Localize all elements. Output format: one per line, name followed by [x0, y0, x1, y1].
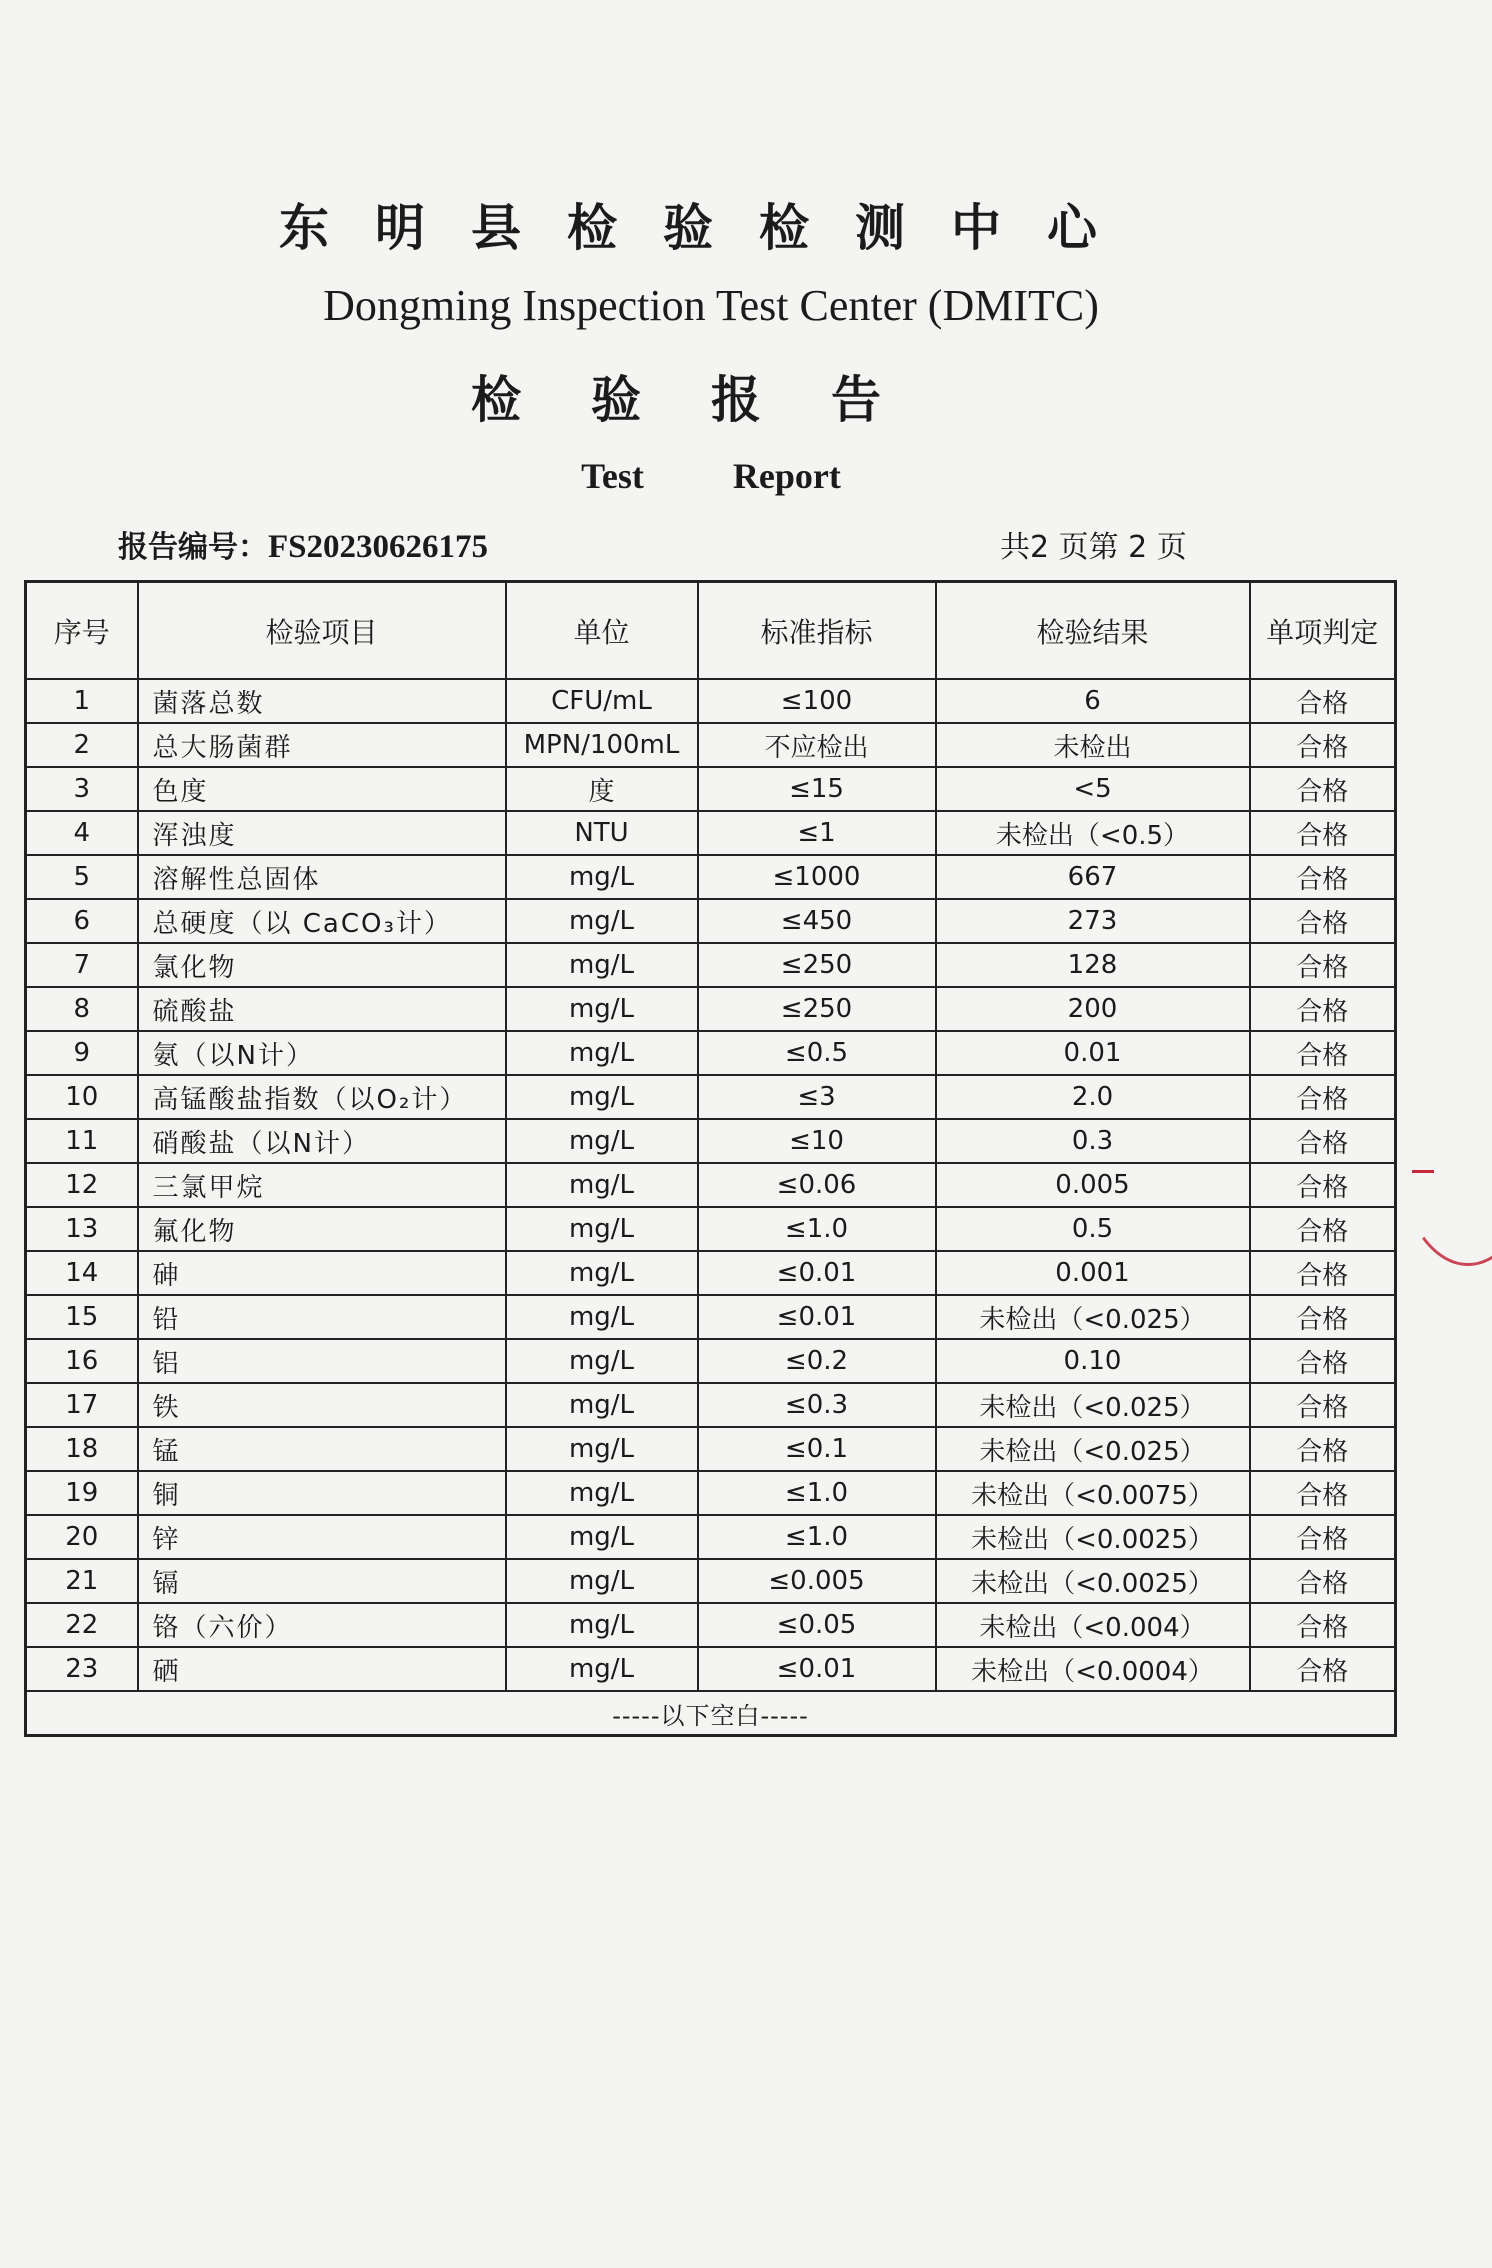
cell-verdict: 合格 [1250, 1251, 1396, 1295]
cell-verdict: 合格 [1250, 767, 1396, 811]
cell-result: 0.005 [936, 1163, 1250, 1207]
cell-verdict: 合格 [1250, 855, 1396, 899]
cell-item: 镉 [138, 1559, 506, 1603]
cell-unit: mg/L [506, 943, 698, 987]
report-number [118, 522, 488, 566]
cell-verdict: 合格 [1250, 987, 1396, 1031]
cell-item: 铬（六价） [138, 1603, 506, 1647]
cell-item: 铅 [138, 1295, 506, 1339]
center-name-en: Dongming Inspection Test Center (DMITC) [323, 281, 1099, 330]
table-row [26, 767, 1396, 811]
cell-no: 11 [26, 1119, 138, 1163]
cell-standard: ≤0.01 [698, 1647, 936, 1691]
cell-item: 溶解性总固体 [138, 855, 506, 899]
cell-verdict: 合格 [1250, 1471, 1396, 1515]
end-note: -----以下空白----- [26, 1691, 1396, 1736]
cell-verdict: 合格 [1250, 723, 1396, 767]
cell-item: 浑浊度 [138, 811, 506, 855]
cell-no: 4 [26, 811, 138, 855]
cell-no: 9 [26, 1031, 138, 1075]
red-seal-mark [1412, 1170, 1434, 1173]
cell-item: 锌 [138, 1515, 506, 1559]
cell-unit: mg/L [506, 1339, 698, 1383]
cell-verdict: 合格 [1250, 1207, 1396, 1251]
cell-unit: mg/L [506, 1647, 698, 1691]
cell-item: 铝 [138, 1339, 506, 1383]
col-header-result: 检验结果 [936, 582, 1250, 680]
cell-no: 19 [26, 1471, 138, 1515]
cell-unit: mg/L [506, 1163, 698, 1207]
cell-unit: 度 [506, 767, 698, 811]
cell-item: 菌落总数 [138, 679, 506, 723]
cell-no: 21 [26, 1559, 138, 1603]
cell-standard: ≤0.005 [698, 1559, 936, 1603]
cell-item: 硝酸盐（以N计） [138, 1119, 506, 1163]
cell-verdict: 合格 [1250, 1031, 1396, 1075]
cell-verdict: 合格 [1250, 1339, 1396, 1383]
col-header-item: 检验项目 [138, 582, 506, 680]
cell-unit: mg/L [506, 987, 698, 1031]
cell-result: 128 [936, 943, 1250, 987]
cell-result: 6 [936, 679, 1250, 723]
cell-result: <5 [936, 767, 1250, 811]
col-header-no: 序号 [26, 582, 138, 680]
cell-verdict: 合格 [1250, 1515, 1396, 1559]
cell-no: 20 [26, 1515, 138, 1559]
cell-result: 未检出 [936, 723, 1250, 767]
table-row [26, 1427, 1396, 1471]
cell-verdict: 合格 [1250, 1075, 1396, 1119]
cell-verdict: 合格 [1250, 1295, 1396, 1339]
cell-standard: ≤0.1 [698, 1427, 936, 1471]
report-number-value: FS20230626175 [268, 529, 489, 565]
cell-verdict: 合格 [1250, 679, 1396, 723]
cell-result: 未检出（<0.025） [936, 1427, 1250, 1471]
cell-item: 砷 [138, 1251, 506, 1295]
cell-item: 锰 [138, 1427, 506, 1471]
table-end-row [26, 1691, 1396, 1736]
cell-standard: ≤250 [698, 943, 936, 987]
cell-no: 15 [26, 1295, 138, 1339]
cell-standard: ≤0.01 [698, 1295, 936, 1339]
cell-verdict: 合格 [1250, 1647, 1396, 1691]
cell-unit: mg/L [506, 1207, 698, 1251]
col-header-unit: 单位 [506, 582, 698, 680]
cell-result: 未检出（<0.025） [936, 1295, 1250, 1339]
cell-result: 273 [936, 899, 1250, 943]
cell-unit: mg/L [506, 1031, 698, 1075]
cell-standard: ≤450 [698, 899, 936, 943]
cell-standard: ≤0.06 [698, 1163, 936, 1207]
cell-item: 色度 [138, 767, 506, 811]
cell-unit: mg/L [506, 1559, 698, 1603]
cell-unit: mg/L [506, 855, 698, 899]
cell-unit: mg/L [506, 1075, 698, 1119]
cell-standard: ≤3 [698, 1075, 936, 1119]
table-row [26, 987, 1396, 1031]
cell-standard: ≤0.05 [698, 1603, 936, 1647]
cell-no: 13 [26, 1207, 138, 1251]
cell-verdict: 合格 [1250, 1163, 1396, 1207]
cell-result: 667 [936, 855, 1250, 899]
cell-unit: mg/L [506, 1119, 698, 1163]
cell-unit: mg/L [506, 1603, 698, 1647]
cell-result: 未检出（<0.0025） [936, 1559, 1250, 1603]
cell-standard: ≤100 [698, 679, 936, 723]
cell-result: 未检出（<0.0075） [936, 1471, 1250, 1515]
table-row [26, 899, 1396, 943]
cell-no: 3 [26, 767, 138, 811]
cell-item: 总大肠菌群 [138, 723, 506, 767]
cell-standard: ≤0.3 [698, 1383, 936, 1427]
cell-verdict: 合格 [1250, 899, 1396, 943]
cell-result: 0.10 [936, 1339, 1250, 1383]
cell-no: 17 [26, 1383, 138, 1427]
cell-verdict: 合格 [1250, 811, 1396, 855]
cell-standard: ≤15 [698, 767, 936, 811]
cell-item: 氨（以N计） [138, 1031, 506, 1075]
cell-result: 0.3 [936, 1119, 1250, 1163]
cell-no: 7 [26, 943, 138, 987]
cell-verdict: 合格 [1250, 1427, 1396, 1471]
cell-result: 0.01 [936, 1031, 1250, 1075]
cell-standard: ≤10 [698, 1119, 936, 1163]
cell-no: 10 [26, 1075, 138, 1119]
cell-verdict: 合格 [1250, 1119, 1396, 1163]
cell-standard: ≤0.5 [698, 1031, 936, 1075]
report-title-en: Test Report [581, 456, 841, 496]
cell-verdict: 合格 [1250, 1383, 1396, 1427]
cell-result: 未检出（<0.5） [936, 811, 1250, 855]
cell-standard: 不应检出 [698, 723, 936, 767]
table-row [26, 1471, 1396, 1515]
table-row [26, 1075, 1396, 1119]
table-row [26, 1647, 1396, 1691]
cell-item: 高锰酸盐指数（以O₂计） [138, 1075, 506, 1119]
cell-item: 硫酸盐 [138, 987, 506, 1031]
center-name-cn: 东明县检验检测中心 [279, 198, 1143, 257]
cell-no: 12 [26, 1163, 138, 1207]
cell-item: 氟化物 [138, 1207, 506, 1251]
table-row [26, 1603, 1396, 1647]
table-row [26, 1339, 1396, 1383]
table-row [26, 1031, 1396, 1075]
cell-result: 未检出（<0.0025） [936, 1515, 1250, 1559]
table-row [26, 855, 1396, 899]
cell-unit: mg/L [506, 1295, 698, 1339]
cell-item: 三氯甲烷 [138, 1163, 506, 1207]
table-header-row [26, 582, 1396, 680]
cell-unit: CFU/mL [506, 679, 698, 723]
table-row [26, 679, 1396, 723]
table-row [26, 1383, 1396, 1427]
cell-result: 0.5 [936, 1207, 1250, 1251]
cell-result: 2.0 [936, 1075, 1250, 1119]
cell-verdict: 合格 [1250, 1559, 1396, 1603]
cell-no: 16 [26, 1339, 138, 1383]
cell-result: 未检出（<0.0004） [936, 1647, 1250, 1691]
cell-item: 硒 [138, 1647, 506, 1691]
cell-result: 200 [936, 987, 1250, 1031]
table-row [26, 1207, 1396, 1251]
cell-no: 23 [26, 1647, 138, 1691]
cell-item: 氯化物 [138, 943, 506, 987]
cell-no: 8 [26, 987, 138, 1031]
col-header-standard: 标准指标 [698, 582, 936, 680]
cell-verdict: 合格 [1250, 1603, 1396, 1647]
cell-standard: ≤0.2 [698, 1339, 936, 1383]
cell-item: 总硬度（以 CaCO₃计） [138, 899, 506, 943]
cell-no: 22 [26, 1603, 138, 1647]
cell-standard: ≤1.0 [698, 1515, 936, 1559]
table-row [26, 1559, 1396, 1603]
table-row [26, 1515, 1396, 1559]
cell-unit: NTU [506, 811, 698, 855]
red-seal-stamp [1395, 1020, 1492, 1266]
table-row [26, 943, 1396, 987]
cell-result: 未检出（<0.025） [936, 1383, 1250, 1427]
cell-no: 6 [26, 899, 138, 943]
cell-unit: mg/L [506, 1427, 698, 1471]
table-row [26, 723, 1396, 767]
cell-standard: ≤1 [698, 811, 936, 855]
cell-unit: mg/L [506, 1383, 698, 1427]
cell-no: 1 [26, 679, 138, 723]
cell-standard: ≤1.0 [698, 1207, 936, 1251]
report-number-label: 报告编号： [118, 530, 268, 565]
cell-result: 未检出（<0.004） [936, 1603, 1250, 1647]
table-row [26, 811, 1396, 855]
cell-result: 0.001 [936, 1251, 1250, 1295]
cell-standard: ≤250 [698, 987, 936, 1031]
cell-no: 18 [26, 1427, 138, 1471]
cell-verdict: 合格 [1250, 943, 1396, 987]
table-row [26, 1119, 1396, 1163]
results-table [24, 580, 1397, 1737]
cell-no: 2 [26, 723, 138, 767]
page-indicator: 共2 页第 2 页 [1000, 530, 1187, 565]
table-row [26, 1295, 1396, 1339]
table-row [26, 1251, 1396, 1295]
table-row [26, 1163, 1396, 1207]
cell-item: 铁 [138, 1383, 506, 1427]
cell-standard: ≤1000 [698, 855, 936, 899]
cell-unit: mg/L [506, 899, 698, 943]
report-title-cn: 检验报告 [471, 370, 951, 429]
cell-no: 14 [26, 1251, 138, 1295]
cell-unit: MPN/100mL [506, 723, 698, 767]
cell-unit: mg/L [506, 1515, 698, 1559]
cell-standard: ≤1.0 [698, 1471, 936, 1515]
cell-item: 铜 [138, 1471, 506, 1515]
cell-no: 5 [26, 855, 138, 899]
cell-standard: ≤0.01 [698, 1251, 936, 1295]
cell-unit: mg/L [506, 1471, 698, 1515]
cell-unit: mg/L [506, 1251, 698, 1295]
col-header-verdict: 单项判定 [1250, 582, 1396, 680]
